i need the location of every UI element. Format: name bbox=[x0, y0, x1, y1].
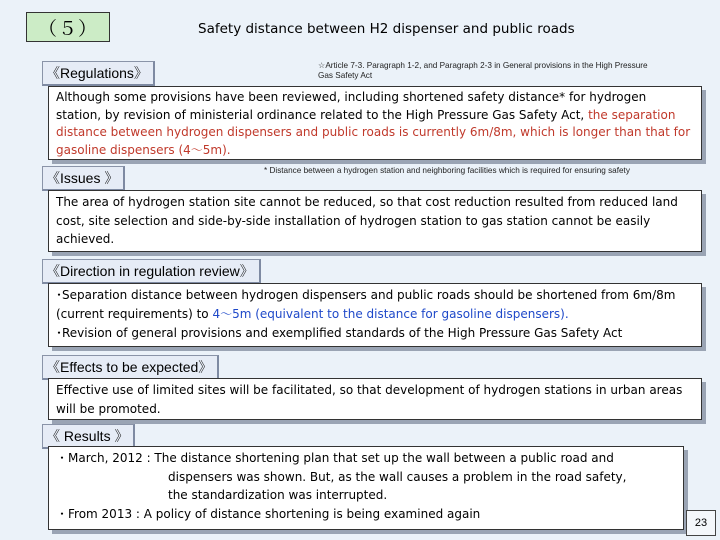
section-number-badge: （５） bbox=[26, 12, 110, 42]
safety-distance-footnote: * Distance between a hydrogen station and neighboring facilities which is required for ensuring safety bbox=[264, 166, 630, 175]
direction-box bbox=[48, 283, 702, 347]
regulations-label: 《Regulations》 bbox=[42, 61, 155, 86]
regulations-highlight-text: the separation distance between hydrogen dispensers and public roads is currently 6m/8m, which is longer than that for gasoline dispensers (4～5m). bbox=[56, 107, 691, 157]
regulations-article-note: ☆Article 7-3. Paragraph 1-2, and Paragraph 2-3 in General provisions in the High Pressure Gas Safety Act bbox=[318, 61, 648, 80]
issues-label: 《Issues 》 bbox=[42, 166, 125, 191]
direction-item-1-highlight: 4～5m (equivalent to the distance for gasoline dispensers). bbox=[212, 307, 569, 321]
effects-label: 《Effects to be expected》 bbox=[42, 355, 219, 380]
results-box bbox=[48, 446, 684, 530]
results-item-1-line-1: ・March, 2012 : The distance shortening plan that set up the wall between a public road and bbox=[56, 451, 614, 465]
results-item-1-line-2: dispensers was shown. But, as the wall causes a problem in the road safety, bbox=[168, 469, 627, 484]
effects-text: Effective use of limited sites will be facilitated, so that development of hydrogen stations in urban areas will be promoted. bbox=[56, 383, 683, 416]
issues-box bbox=[48, 190, 702, 252]
results-item-1-line-3: the standardization was interrupted. bbox=[168, 488, 388, 502]
issues-text: The area of hydrogen station site cannot be reduced, so that cost reduction resulted from reduced land cost, site selection and side-by-side installation of hydrogen station to gas station cannot be easily achieved. bbox=[56, 195, 678, 246]
page-number: 23 bbox=[686, 510, 716, 536]
direction-item-1-text: ･Separation distance between hydrogen dispensers and public roads should be shortened from 6m/8m (current requirements) to bbox=[56, 288, 676, 321]
regulations-text: Although some provisions have been reviewed, including shortened safety distance* for hydrogen station, by revision of ministerial ordinance related to the High Pressure Gas Safety Act, bbox=[56, 90, 647, 122]
effects-box bbox=[48, 378, 702, 420]
results-label: 《 Results 》 bbox=[42, 424, 135, 449]
direction-item-2: ･Revision of general provisions and exemplified standards of the High Pressure Gas Safety Act bbox=[56, 326, 623, 340]
results-item-2: ・From 2013 : A policy of distance shortening is being examined again bbox=[56, 506, 481, 521]
page-title: Safety distance between H2 dispenser and public roads bbox=[198, 21, 575, 37]
regulations-box bbox=[48, 86, 702, 160]
direction-label: 《Direction in regulation review》 bbox=[42, 259, 261, 284]
direction-item-1 bbox=[56, 286, 694, 324]
